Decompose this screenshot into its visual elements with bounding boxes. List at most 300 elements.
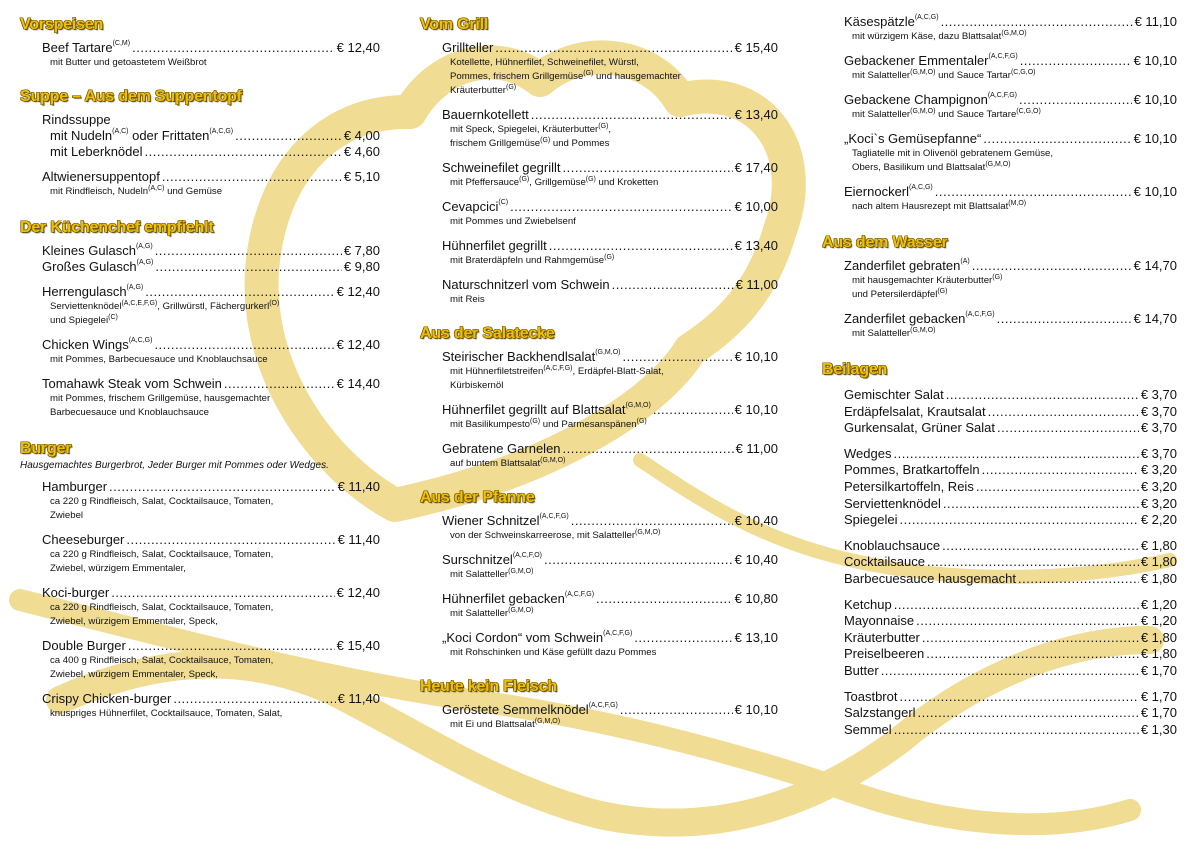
allergen-codes: (A,C,F,G)	[988, 53, 1018, 60]
menu-item-name-text: Crispy Chicken-burger	[42, 691, 172, 706]
side-item-price: € 1,80	[1140, 646, 1177, 662]
menu-item-name	[42, 243, 153, 259]
section-title: Aus der Pfanne	[420, 489, 535, 506]
dot-leader	[145, 284, 334, 300]
menu-item-price: € 10,10	[734, 349, 778, 364]
menu-item-name	[42, 169, 160, 185]
menu-item-name	[42, 479, 107, 495]
menu-item-name	[42, 532, 124, 548]
menu-item-line	[442, 702, 778, 718]
dot-leader	[128, 638, 335, 654]
menu-item-line	[442, 402, 778, 418]
side-item	[844, 613, 1177, 630]
menu-item-price: € 10,10	[734, 702, 778, 717]
menu-item-name-text: Gebratene Garnelen	[442, 441, 561, 456]
menu-item	[42, 532, 380, 576]
menu-item-name	[42, 112, 111, 128]
menu-item-name-text: Chicken Wings	[42, 337, 129, 352]
menu-item-line	[42, 259, 380, 275]
menu-item-line	[844, 53, 1177, 69]
menu-item-name	[844, 258, 970, 274]
section-title: Aus dem Wasser	[822, 234, 948, 251]
side-item	[844, 462, 1177, 479]
menu-item-line	[42, 691, 380, 707]
side-item	[844, 630, 1177, 647]
side-item-price: € 1,20	[1140, 596, 1177, 612]
menu-item-name-text: Großes Gulasch	[42, 259, 137, 274]
side-item	[844, 512, 1177, 529]
menu-item-price: € 15,40	[734, 40, 778, 55]
menu-item-line	[42, 638, 380, 654]
menu-item-name	[844, 14, 939, 30]
menu-item-description: Kürbiskernöl	[450, 380, 504, 391]
menu-item-description: mit Braterdäpfeln und Rahmgemüse$^{(G)}$	[450, 254, 615, 266]
dot-leader	[155, 259, 341, 275]
side-item-name: Wedges	[844, 445, 892, 461]
menu-item-name	[42, 585, 109, 601]
dot-leader	[943, 496, 1139, 513]
menu-item	[42, 40, 380, 70]
allergen-codes: (A)	[960, 258, 970, 265]
dot-leader	[899, 689, 1138, 706]
menu-item-name-text: Hühnerfilet gebacken	[442, 591, 565, 606]
dot-leader	[982, 462, 1139, 479]
menu-item-name-text: Schweinefilet gegrillt	[442, 160, 561, 175]
menu-item-description: ca 220 g Rindfleisch, Salat, Cocktailsauce, Tomaten,	[50, 496, 274, 507]
side-item-price: € 3,70	[1140, 403, 1177, 419]
menu-item	[442, 199, 778, 229]
side-item	[844, 646, 1177, 663]
side-item	[844, 663, 1177, 680]
side-item-price: € 1,70	[1140, 688, 1177, 704]
menu-item-price: € 12,40	[336, 40, 380, 55]
dot-leader	[111, 585, 334, 601]
menu-item-price: € 4,00	[343, 128, 380, 143]
sides-group	[822, 538, 1177, 588]
menu-item-name-text: Steirischer Backhendlsalat	[442, 349, 596, 364]
side-item-name: Butter	[844, 662, 879, 678]
menu-item-description: Zwiebel, würzigem Emmentaler, Speck,	[50, 616, 218, 627]
menu-item-name	[42, 376, 222, 392]
side-item-price: € 3,20	[1140, 478, 1177, 494]
sides-group	[822, 446, 1177, 529]
menu-item-name-text: Hühnerfilet gegrillt	[442, 238, 547, 253]
allergen-codes: (A,C,F,G)	[588, 702, 618, 709]
section-title: Der Küchenchef empfiehlt	[20, 219, 214, 236]
menu-item-description: mit Rindfleisch, Nudeln$^{(A,C)}$ und Gemüse	[50, 185, 223, 197]
side-item	[844, 496, 1177, 513]
side-item-name: Toastbrot	[844, 688, 898, 704]
menu-item-description: Barbecuesauce und Knoblauchsauce	[50, 407, 209, 418]
menu-item	[844, 311, 1177, 341]
dot-leader	[126, 532, 335, 548]
menu-item-name	[844, 53, 1018, 69]
menu-item-line	[42, 337, 380, 353]
allergen-codes: (A,G)	[135, 243, 153, 250]
dot-leader	[894, 597, 1139, 614]
menu-item-line	[844, 311, 1177, 327]
dot-leader	[935, 184, 1132, 200]
menu-item-description: Tagliatelle mit in Olivenöl gebratenem Gemüse,	[852, 148, 1054, 159]
menu-item-name-text: Zanderfilet gebraten	[844, 258, 961, 273]
allergen-codes: (A,C,G)	[209, 128, 234, 135]
dot-leader	[900, 512, 1139, 529]
section-title: Vorspeisen	[20, 16, 104, 33]
menu-item-price: € 17,40	[734, 160, 778, 175]
menu-item-name-text: Hamburger	[42, 479, 108, 494]
menu-item-description: Zwiebel	[50, 510, 84, 521]
menu-item-name	[442, 349, 620, 365]
dot-leader	[893, 446, 1138, 463]
menu-item-name	[442, 107, 529, 123]
menu-item-price: € 5,10	[343, 169, 380, 184]
allergen-codes: (A,G)	[136, 259, 154, 266]
sides-group	[822, 689, 1177, 739]
side-item	[844, 387, 1177, 404]
dot-leader	[162, 169, 342, 185]
menu-item-line	[442, 40, 778, 56]
menu-item	[42, 376, 380, 420]
dot-leader	[173, 691, 335, 707]
menu-section	[20, 86, 380, 199]
side-item-name: Gemischter Salat	[844, 387, 944, 402]
menu-item-name-text: Zanderfilet gebacken	[844, 311, 966, 326]
menu-item	[42, 479, 380, 523]
dot-leader	[634, 630, 732, 646]
menu-item	[42, 337, 380, 367]
menu-item	[442, 441, 778, 471]
menu-item-name-text: Hühnerfilet gegrillt auf Blattsalat	[442, 402, 626, 417]
dot-leader	[563, 160, 733, 176]
menu-item-price: € 11,40	[337, 532, 380, 547]
menu-section	[420, 676, 778, 732]
dot-leader	[549, 238, 733, 254]
side-item-price: € 3,70	[1140, 420, 1177, 436]
side-item-name: Salzstangerl	[844, 705, 916, 721]
section-title: Burger	[20, 440, 72, 457]
menu-item-line	[442, 160, 778, 176]
menu-item-price: € 12,40	[336, 585, 380, 600]
menu-item-name	[442, 513, 569, 529]
side-item-name: Ketchup	[844, 596, 892, 612]
menu-item	[844, 258, 1177, 302]
menu-item-name	[442, 160, 561, 176]
menu-item-name-text: mit Nudeln	[50, 128, 113, 143]
menu-item	[42, 691, 380, 721]
menu-item-name	[844, 184, 933, 200]
menu-item-name	[442, 441, 561, 457]
dot-leader	[942, 538, 1139, 555]
menu-item-line	[442, 277, 778, 293]
menu-item-name-text: Herrengulasch	[42, 284, 127, 299]
menu-item-name-text: Surschnitzel	[442, 552, 513, 567]
menu-item-description: mit Salatteller$^{(G,M,O)}$	[450, 568, 534, 580]
menu-item-name	[42, 691, 171, 707]
menu-item-name	[442, 238, 547, 254]
menu-item-line	[442, 591, 778, 607]
menu-item-name	[42, 284, 143, 300]
menu-item-description: mit Salatteller$^{(G,M,O)}$ und Sauce Tartar$^{(C,G,O)}$	[852, 69, 1036, 81]
menu-item-description: und Spiegelei$^{(C)}$	[50, 314, 118, 326]
menu-item-name	[42, 337, 152, 353]
menu-item-name	[50, 128, 233, 144]
menu-section	[420, 14, 778, 307]
menu-item-description: Zwiebel, würzigem Emmentaler, Speck,	[50, 669, 218, 680]
menu-item-price: € 10,10	[734, 402, 778, 417]
section-title: Beilagen	[822, 361, 888, 378]
side-item-price: € 1,80	[1140, 570, 1177, 586]
menu-item-line	[42, 169, 380, 185]
menu-item	[442, 591, 778, 621]
menu-item-description: auf buntem Blattsalat$^{(G,M,O)}$	[450, 457, 566, 469]
menu-column-right	[822, 14, 1177, 747]
menu-item-name-text: Altwienersuppentopf	[42, 169, 160, 184]
allergen-codes: (A,C,F,G)	[987, 92, 1017, 99]
menu-item	[42, 259, 380, 275]
menu-item-name	[844, 131, 981, 147]
allergen-codes: (A,C,G)	[909, 184, 933, 191]
dot-leader	[1020, 53, 1132, 69]
dot-leader	[1019, 92, 1132, 108]
menu-item-line	[442, 552, 778, 568]
dot-leader	[916, 613, 1139, 630]
side-item-name: Kräuterbutter	[844, 629, 920, 645]
menu-item-line	[42, 479, 380, 495]
allergen-codes: (A,C,F,O)	[512, 552, 542, 559]
menu-item-description: mit Pommes, frischem Grillgemüse, hausgemachter	[50, 393, 271, 404]
allergen-codes: (A,C,F,G)	[539, 513, 569, 520]
menu-item	[42, 585, 380, 629]
dot-leader	[997, 311, 1132, 327]
dot-leader	[132, 40, 335, 56]
menu-item-description: mit Pfeffersauce$^{(G)}$, Grillgemüse$^{(G)}$ und Kroketten	[450, 176, 659, 188]
side-item-price: € 1,80	[1140, 537, 1177, 553]
section-title: Vom Grill	[420, 16, 489, 33]
side-item-name: Gurkensalat, Grüner Salat	[844, 420, 996, 436]
menu-item-description: ca 220 g Rindfleisch, Salat, Cocktailsauce, Tomaten,	[50, 549, 274, 560]
allergen-codes: (A,C,F,G)	[603, 630, 633, 637]
menu-item-line	[50, 144, 380, 160]
menu-item-description: Zwiebel, würzigem Emmentaler,	[50, 563, 186, 574]
menu-item	[844, 92, 1177, 122]
menu-item-name	[42, 40, 130, 56]
menu-item-price: € 10,10	[1133, 131, 1177, 146]
menu-item	[844, 131, 1177, 175]
side-item-price: € 1,20	[1140, 613, 1177, 629]
menu-item-price: € 9,80	[343, 259, 380, 274]
dot-leader	[235, 128, 342, 144]
allergen-codes: (G,M,O)	[625, 402, 651, 409]
menu-item-price: € 10,40	[734, 513, 778, 528]
menu-item-name	[442, 630, 632, 646]
menu-item-description: Kräuterbutter$^{(G)}$	[450, 84, 517, 96]
menu-item-line	[844, 258, 1177, 274]
side-item-name: Knoblauchsauce	[844, 537, 941, 553]
menu-item-line	[42, 585, 380, 601]
menu-item-name-text: Gebackener Emmentaler	[844, 53, 989, 68]
section-subtitle: Hausgemachtes Burgerbrot, Jeder Burger mit Pommes oder Wedges.	[20, 460, 329, 471]
side-item-price: € 3,20	[1140, 462, 1177, 478]
menu-item-description: mit Salatteller$^{(G,M,O)}$ und Sauce Tartare$^{(C,G,O)}$	[852, 108, 1041, 120]
dot-leader	[531, 107, 733, 123]
side-item	[844, 571, 1177, 588]
menu-item-name	[844, 311, 995, 327]
dot-leader	[894, 722, 1139, 739]
menu-item-name-text: „Koci Cordon“ vom Schwein	[442, 630, 604, 645]
menu-item-line	[442, 349, 778, 365]
menu-item-description: knuspriges Hühnerfilet, Cocktailsauce, Tomaten, Salat,	[50, 708, 283, 719]
side-item-price: € 1,80	[1140, 554, 1177, 570]
menu-item	[442, 630, 778, 660]
allergen-codes: (A,C)	[112, 128, 129, 135]
menu-item-price: € 4,60	[343, 144, 380, 159]
menu-item	[442, 238, 778, 268]
menu-item-line	[844, 92, 1177, 108]
side-item-name: Serviettenknödel	[844, 495, 941, 511]
menu-item-name	[442, 591, 594, 607]
side-item	[844, 446, 1177, 463]
sides-group	[822, 597, 1177, 680]
menu-section	[822, 232, 1177, 341]
menu-item-name	[844, 92, 1017, 108]
menu-item-line	[42, 243, 380, 259]
menu-item	[442, 40, 778, 98]
menu-item-name-text: Cheeseburger	[42, 532, 125, 547]
section-title: Heute kein Fleisch	[420, 678, 557, 695]
menu-item-description: Serviettenknödel$^{(A,C,E,F,G)}$, Grillwürstl, Fächergurkerl$^{(O)}$	[50, 300, 280, 312]
allergen-codes: (A,C,G)	[128, 337, 153, 344]
menu-item-description: mit Basilikumpesto$^{(G)}$ und Parmesanspänen$^{(G)}$	[450, 418, 647, 430]
menu-section	[20, 217, 380, 420]
menu-item-name	[442, 402, 651, 418]
menu-item-description: mit Pommes, Barbecuesauce und Knoblauchsauce	[50, 354, 268, 365]
menu-item-description: mit Rohschinken und Käse gefüllt dazu Pommes	[450, 647, 657, 658]
menu-item-line	[442, 238, 778, 254]
menu-item	[442, 349, 778, 393]
menu-item-description: mit hausgemachter Kräuterbutter$^{(G)}$	[852, 274, 1003, 286]
dot-leader	[941, 14, 1133, 30]
menu-item	[844, 14, 1177, 44]
dot-leader	[988, 404, 1139, 421]
side-item	[844, 538, 1177, 555]
menu-item-price: € 12,40	[336, 337, 380, 352]
menu-item-line	[844, 184, 1177, 200]
dot-leader	[972, 258, 1132, 274]
menu-item-name-text: Naturschnitzerl vom Schwein	[442, 277, 610, 292]
menu-item-name-text: oder Frittaten	[128, 128, 210, 143]
menu-item-description: ca 220 g Rindfleisch, Salat, Cocktailsauce, Tomaten,	[50, 602, 274, 613]
menu-item	[42, 284, 380, 328]
menu-item-description: mit würzigem Käse, dazu Blattsalat$^{(G,M,O)}$	[852, 30, 1027, 42]
menu-item-description: ca 400 g Rindfleisch, Salat, Cocktailsauce, Tomaten,	[50, 655, 274, 666]
dot-leader	[946, 387, 1139, 404]
side-item	[844, 420, 1177, 437]
allergen-codes: (G,M,O)	[595, 349, 621, 356]
side-item-name: Erdäpfelsalat, Krautsalat	[844, 403, 986, 419]
menu-item-name	[442, 40, 493, 56]
menu-item-price: € 11,40	[337, 691, 380, 706]
allergen-codes: (A,C,F,G)	[965, 311, 995, 318]
menu-item-name	[442, 199, 508, 215]
dot-leader	[224, 376, 335, 392]
menu-item	[42, 112, 380, 128]
side-item-price: € 3,70	[1140, 445, 1177, 461]
menu-item-description: mit Speck, Spiegelei, Kräuterbutter$^{(G)}$,	[450, 123, 612, 135]
menu-item-price: € 11,00	[735, 441, 778, 456]
menu-item-name	[50, 144, 143, 160]
menu-item	[42, 243, 380, 259]
menu-item	[844, 53, 1177, 83]
side-item	[844, 722, 1177, 739]
menu-item-name	[442, 702, 618, 718]
dot-leader	[622, 349, 732, 365]
side-item-name: Semmel	[844, 721, 892, 737]
section-title: Aus der Salatecke	[420, 325, 555, 342]
allergen-codes: (A,G)	[126, 284, 144, 291]
menu-item-description: mit Salatteller$^{(G,M,O)}$	[852, 327, 936, 339]
menu-item-price: € 13,10	[734, 630, 778, 645]
side-item	[844, 705, 1177, 722]
side-item-name: Mayonnaise	[844, 613, 915, 629]
side-item-name: Barbecuesauce hausgemacht	[844, 570, 1017, 586]
dot-leader	[612, 277, 734, 293]
dot-leader	[922, 630, 1139, 647]
side-item-name: Petersilkartoffeln, Reis	[844, 478, 974, 494]
menu-item-name-text: Eiernockerl	[844, 184, 910, 199]
dot-leader	[881, 663, 1139, 680]
menu-item	[442, 277, 778, 307]
menu-item-name-text: mit Leberknödel	[50, 144, 143, 159]
side-item	[844, 597, 1177, 614]
menu-item	[442, 160, 778, 190]
allergen-codes: (C,M)	[112, 40, 131, 47]
dot-leader	[997, 420, 1139, 437]
menu-item-name-text: Double Burger	[42, 638, 126, 653]
menu-item-price: € 10,10	[1133, 53, 1177, 68]
menu-item-description: Pommes, frischem Grillgemüse$^{(G)}$ und hausgemachter	[450, 70, 681, 82]
menu-item-price: € 13,40	[734, 107, 778, 122]
menu-item-name-text: Käsespätzle	[844, 14, 915, 29]
menu-item-name	[442, 552, 542, 568]
menu-item-line	[442, 630, 778, 646]
dot-leader	[1018, 571, 1139, 588]
menu-item-line	[442, 107, 778, 123]
menu-section	[822, 14, 1177, 214]
sides-group	[822, 387, 1177, 437]
side-item	[844, 404, 1177, 421]
menu-item-description: mit Hühnerfiletstreifen$^{(A,C,F,G)}$, Erdäpfel-Blatt-Salat,	[450, 365, 664, 377]
menu-item-description: Obers, Basilikum und Blattsalat$^{(G,M,O)}$	[852, 161, 1011, 173]
menu-item-price: € 13,40	[734, 238, 778, 253]
dot-leader	[145, 144, 342, 160]
menu-item-price: € 7,80	[343, 243, 380, 258]
menu-item-description: und Petersilerdäpfel$^{(G)}$	[852, 288, 948, 300]
menu-section	[420, 487, 778, 660]
dot-leader	[926, 646, 1139, 663]
dot-leader	[596, 591, 733, 607]
menu-item-price: € 15,40	[336, 638, 380, 653]
menu-item-name-text: Bauernkotellett	[442, 107, 529, 122]
menu-item-price: € 10,10	[1133, 184, 1177, 199]
menu-item-line	[844, 131, 1177, 147]
menu-item-line	[50, 128, 380, 144]
menu-item	[442, 513, 778, 543]
menu-item-name-text: Kleines Gulasch	[42, 243, 136, 258]
menu-item	[50, 144, 380, 160]
dot-leader	[918, 705, 1139, 722]
side-item-price: € 1,30	[1140, 721, 1177, 737]
dot-leader	[109, 479, 336, 495]
